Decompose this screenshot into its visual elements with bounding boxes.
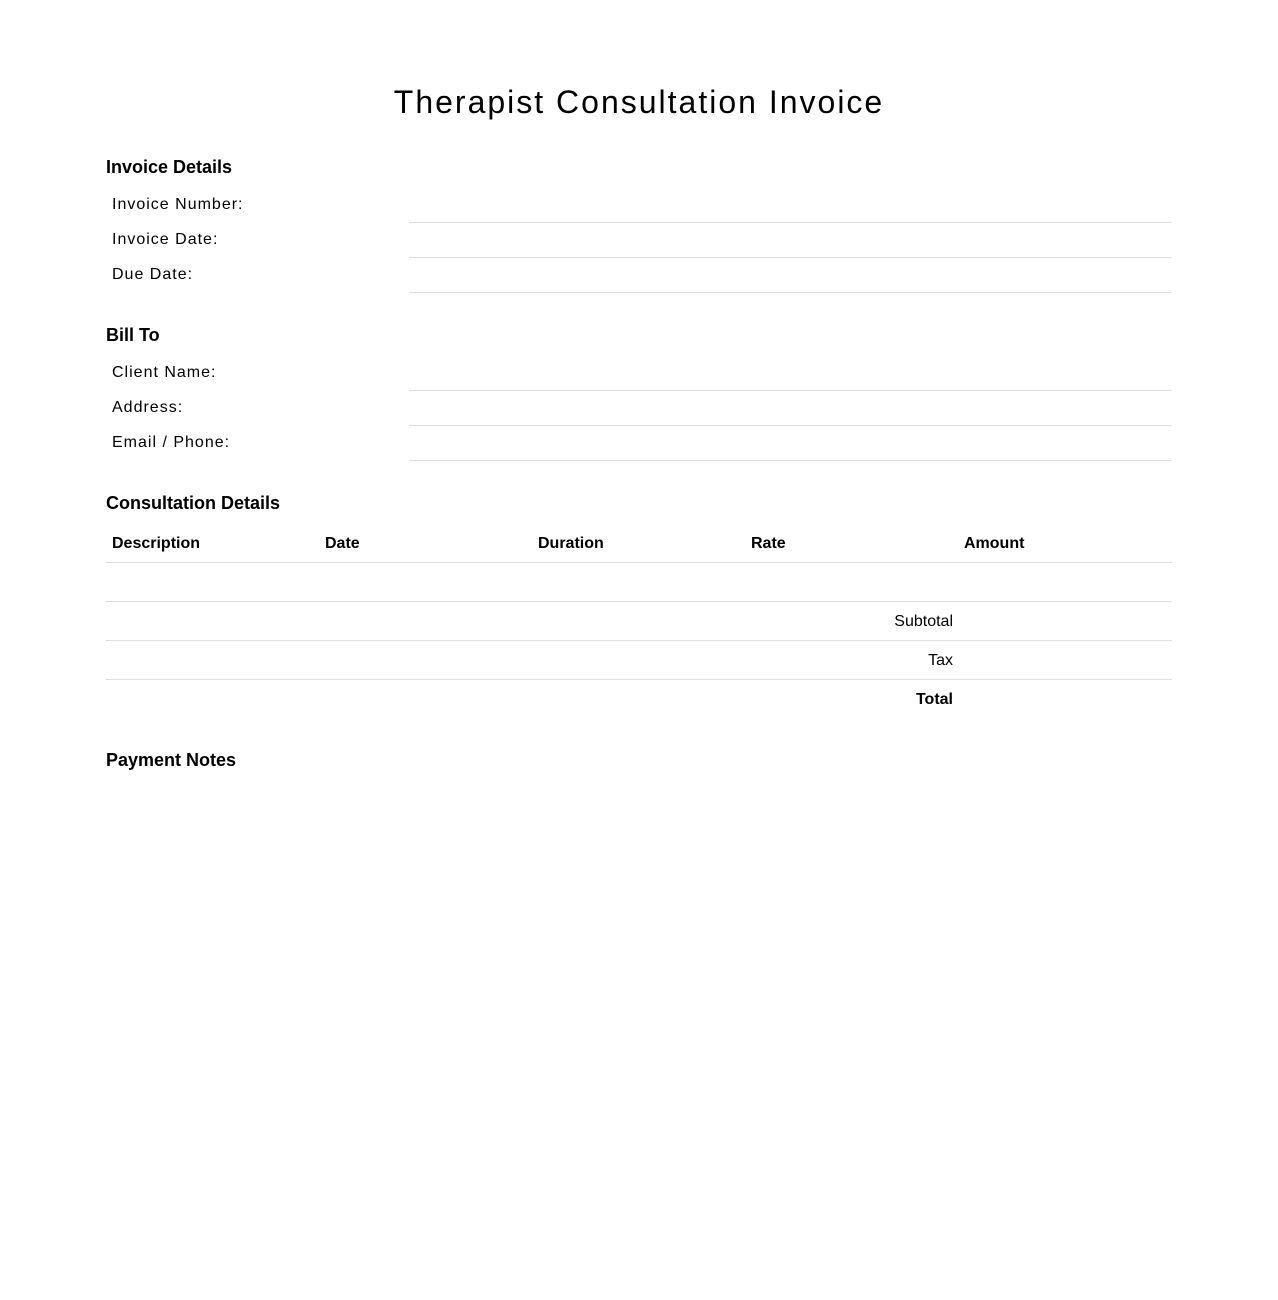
invoice-number-label: Invoice Number:: [112, 196, 244, 213]
email-phone-row: [106, 433, 1172, 468]
payment-notes-text[interactable]: [106, 780, 1172, 840]
page-title: Therapist Consultation Invoice: [393, 84, 885, 120]
client-name-label: Client Name:: [112, 364, 217, 381]
subtotal-row: [106, 602, 1172, 641]
due-date-row: [106, 265, 1172, 300]
bill-to-heading: Bill To: [106, 325, 160, 345]
tax-row: [106, 641, 1172, 680]
address-row: [106, 398, 1172, 433]
column-header-date: Date: [325, 535, 360, 552]
payment-notes-heading: Payment Notes: [106, 750, 237, 770]
invoice-date-row: [106, 230, 1172, 265]
subtotal-label: Subtotal: [894, 613, 953, 630]
client-name-field[interactable]: [409, 373, 1172, 391]
consultation-table-header: [106, 530, 1172, 563]
due-date-field[interactable]: [409, 275, 1172, 293]
email-phone-field[interactable]: [409, 443, 1172, 461]
total-label: Total: [915, 691, 953, 708]
email-phone-label: Email / Phone:: [112, 434, 231, 451]
invoice-number-field[interactable]: [409, 205, 1172, 223]
invoice-date-label: Invoice Date:: [112, 231, 219, 248]
column-header-duration: Duration: [538, 535, 604, 552]
consultation-details-heading: Consultation Details: [106, 493, 281, 513]
tax-label: Tax: [928, 652, 953, 669]
column-header-rate: Rate: [751, 535, 786, 552]
address-label: Address:: [112, 399, 184, 416]
due-date-label: Due Date:: [112, 266, 194, 283]
column-header-amount: Amount: [964, 535, 1025, 552]
invoice-date-field[interactable]: [409, 240, 1172, 258]
client-name-row: [106, 363, 1172, 398]
table-row[interactable]: [106, 563, 1172, 602]
invoice-details-heading: Invoice Details: [106, 157, 233, 177]
column-header-description: Description: [112, 535, 201, 552]
total-row: [106, 680, 1172, 718]
address-field[interactable]: [409, 408, 1172, 426]
invoice-number-row: [106, 195, 1172, 230]
